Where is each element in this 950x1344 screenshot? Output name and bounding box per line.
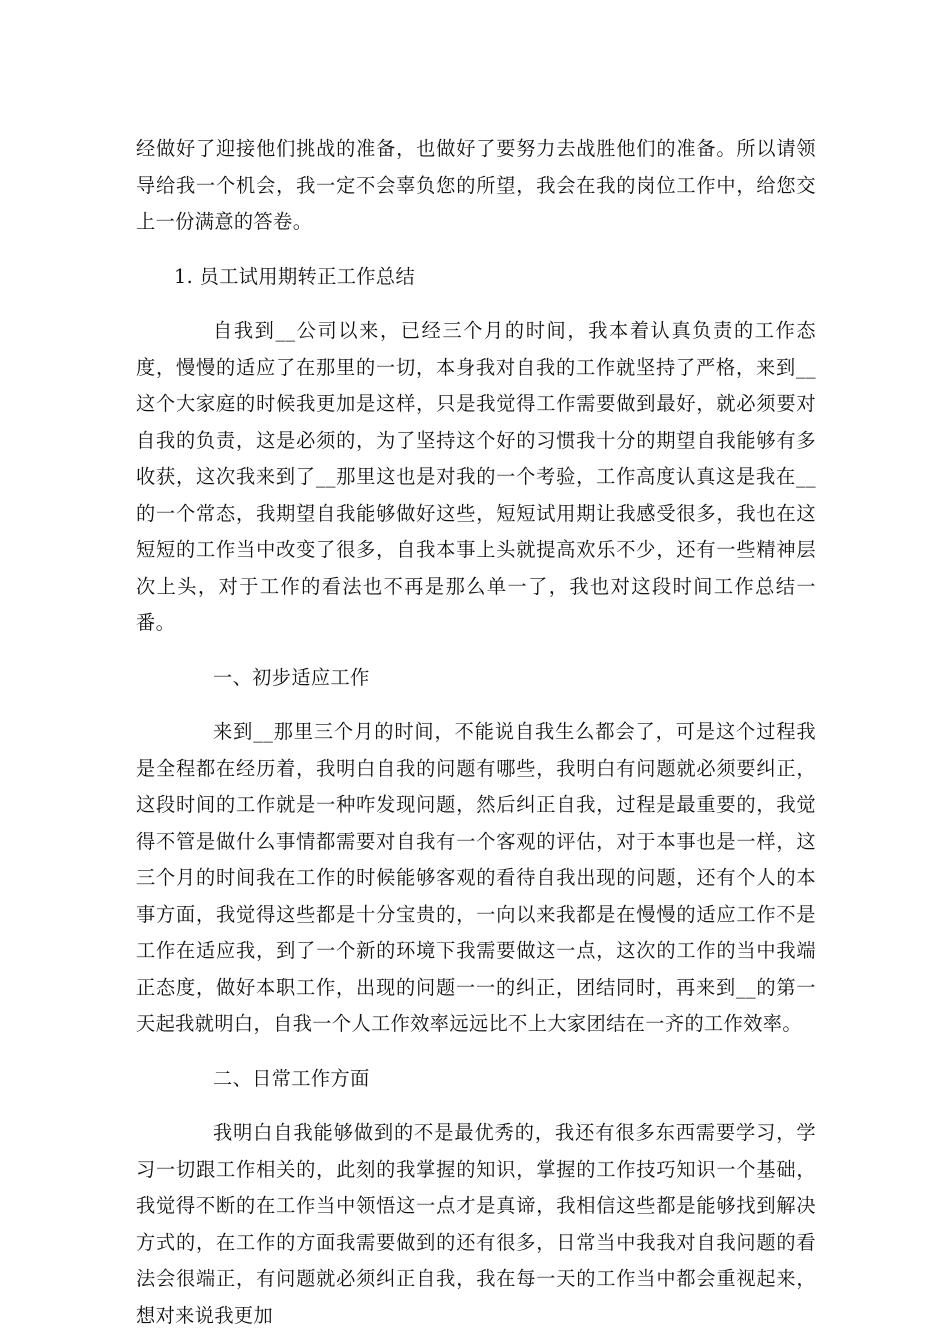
intro-paragraph: 经做好了迎接他们挑战的准备，也做好了要努力去战胜他们的准备。所以请领导给我一个机会，我一定不会辜负您的所望，我会在我的岗位工作中，给您交上一份满意的答卷。 [136, 137, 816, 233]
section-2-paragraph: 我明白自我能够做到的不是最优秀的，我还有很多东西需要学习，学习一切跟工作相关的，此刻的我掌握的知识，掌握的工作技巧知识一个基础，我觉得不断的在工作当中领悟这一点才是真谛，我相信这些都是能够找到解决方式的，在工作的方面我需要做到的还有很多，日常当中我我对自我问题的看法会很端正，有问题就必须纠正自我，我在每一天的工作当中都会重视起来，想对来说我更加 [136, 1121, 816, 1327]
document-title: 1. 员工试用期转正工作总结 [174, 264, 416, 288]
section-1-heading: 一、初步适应工作 [213, 665, 370, 689]
section-2-heading: 二、日常工作方面 [213, 1066, 370, 1090]
section-1-paragraph: 来到__那里三个月的时间，不能说自我生么都会了，可是这个过程我是全程都在经历着，我明白自我的问题有哪些，我明白有问题就必须要纠正，这段时间的工作就是一种咋发现问题，然后纠正自我，过程是最重要的，我觉得不管是做什么事情都需要对自我有一个客观的评估，对于本事也是一样，这三个月的时间我在工作的时候能够客观的看待自我出现的问题，还有个人的本事方面，我觉得这些都是十分宝贵的，一向以来我都是在慢慢的适应工作不是工作在适应我，到了一个新的环境下我需要做这一点，这次的工作的当中我端正态度，做好本职工作，出现的问题一一的纠正，团结同时，再来到__的第一天起我就明白，自我一个人工作效率远远比不上大家团结在一齐的工作效率。 [136, 720, 816, 1035]
document-body [136, 131, 816, 1334]
paragraph-1: 自我到__公司以来，已经三个月的时间，我本着认真负责的工作态度，慢慢的适应了在那里的一切，本身我对自我的工作就坚持了严格，来到__这个大家庭的时候我更加是这样，只是我觉得工作需要做到最好，就必须要对自我的负责，这是必须的，为了坚持这个好的习惯我十分的期望自我能够有多收获，这次我来到了__那里这也是对我的一个考验，工作高度认真这是我在__的一个常态，我期望自我能够做好这些，短短试用期让我感受很多，我也在这短短的工作当中改变了很多，自我本事上头就提高欢乐不少，还有一些精神层次上头，对于工作的看法也不再是那么单一了，我也对这段时间工作总结一番。 [136, 319, 816, 634]
